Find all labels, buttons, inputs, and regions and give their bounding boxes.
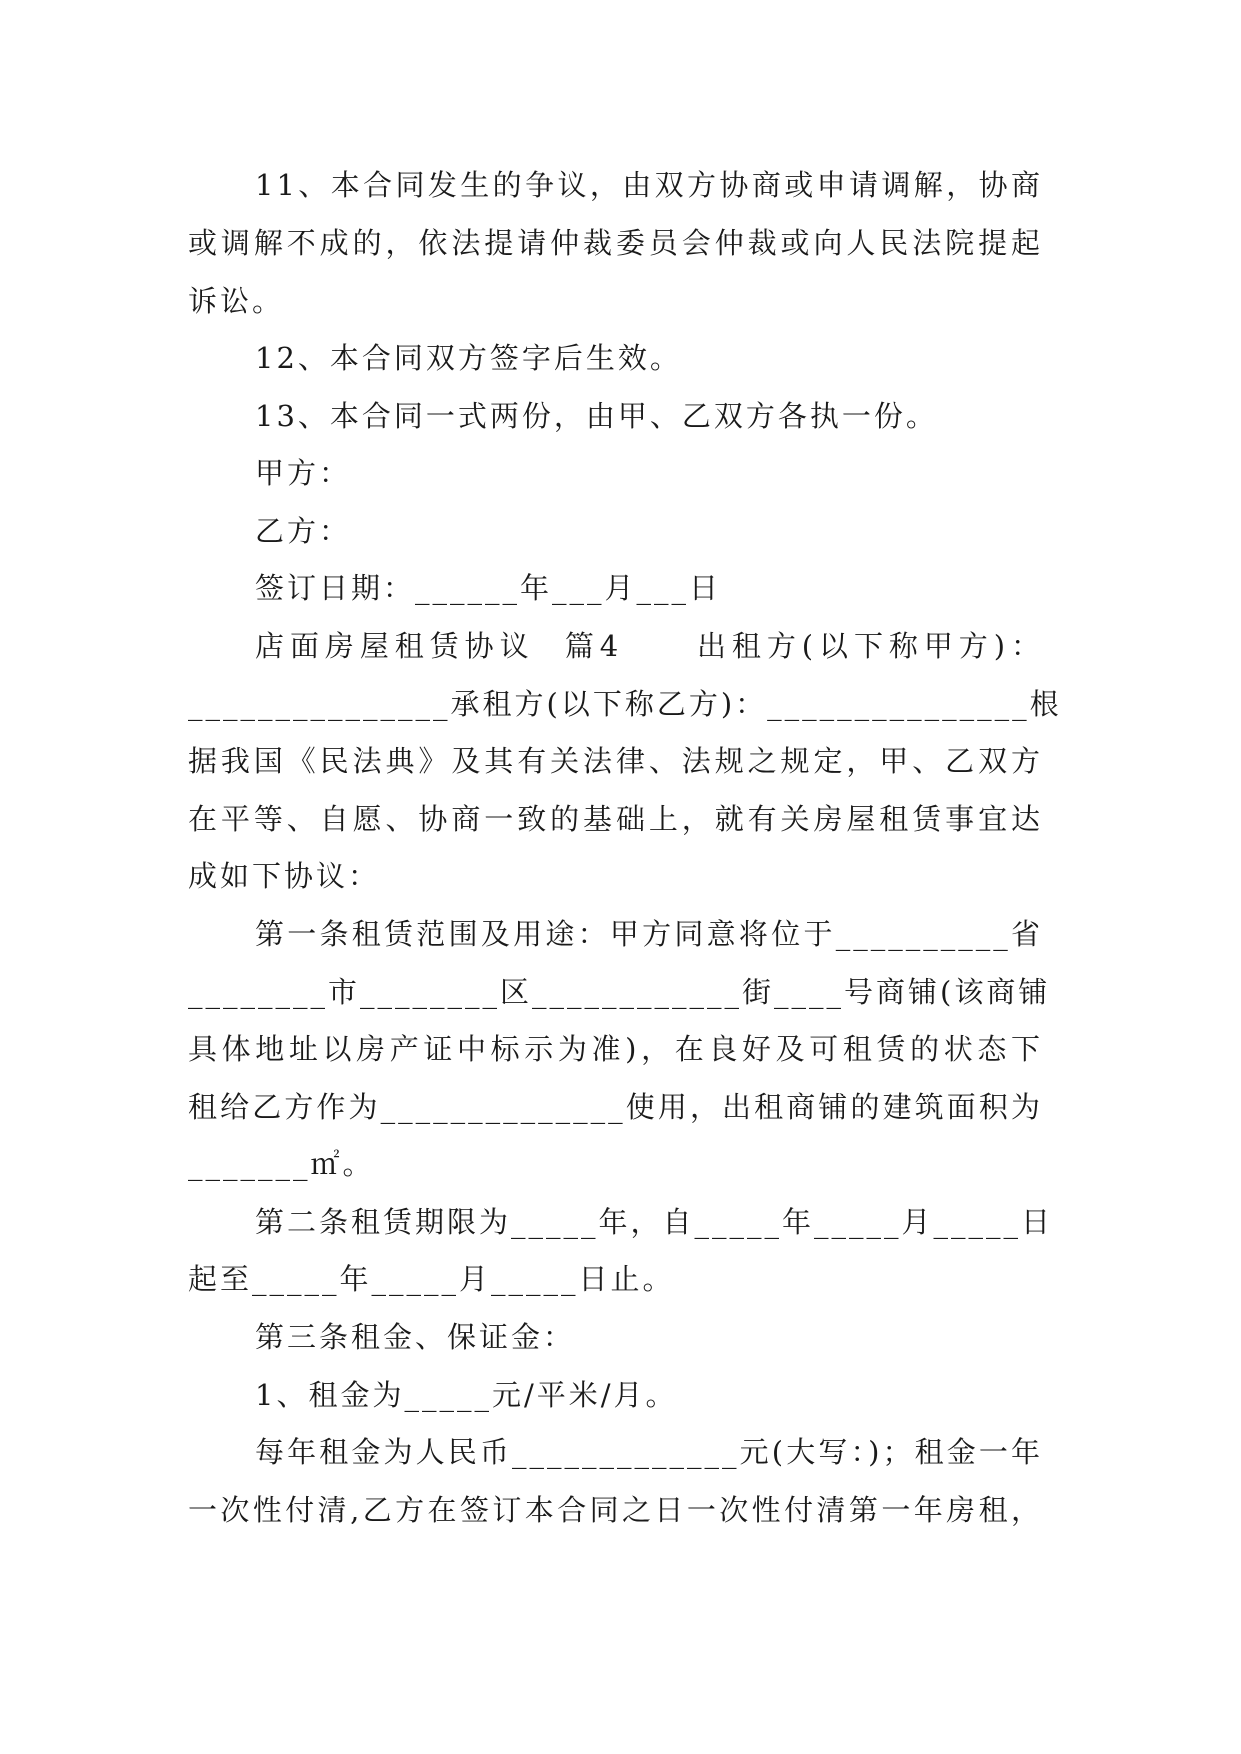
article-1-line-5: _______㎡。 xyxy=(188,1147,375,1181)
party-b-label: 乙方： xyxy=(255,514,352,548)
clause-11-line-2: 或调解不成的，依法提请仲裁委员会仲裁或向人民法院提起 xyxy=(188,226,1043,260)
agreement-title-line: 店面房屋租赁协议 篇4 出租方(以下称甲方)： xyxy=(255,629,1043,663)
article-1-line-4: 租给乙方作为______________使用，出租商铺的建筑面积为 xyxy=(188,1090,1043,1124)
article-3-heading: 第三条租金、保证金： xyxy=(255,1320,576,1354)
article-3-rent-line-1: 每年租金为人民币_____________元(大写：)；租金一年 xyxy=(255,1435,1043,1469)
party-a-label: 甲方： xyxy=(255,456,352,490)
article-1-line-3: 具体地址以房产证中标示为准)，在良好及可租赁的状态下 xyxy=(188,1032,1043,1066)
preamble-line-4: 成如下协议： xyxy=(188,859,381,893)
article-2-line-2: 起至_____年_____月_____日止。 xyxy=(188,1262,675,1296)
article-3-item-1: 1、租金为_____元/平米/月。 xyxy=(255,1378,678,1412)
article-1-line-2: ________市________区____________街____号商铺(该商铺 xyxy=(188,975,1051,1009)
article-1-line-1: 第一条租赁范围及用途：甲方同意将位于__________省 xyxy=(255,917,1043,951)
clause-12: 12、本合同双方签字后生效。 xyxy=(255,341,682,375)
clause-11-line-1: 11、本合同发生的争议，由双方协商或申请调解，协商 xyxy=(255,168,1043,202)
clause-13: 13、本合同一式两份，由甲、乙双方各执一份。 xyxy=(255,399,938,433)
preamble-line-3: 在平等、自愿、协商一致的基础上，就有关房屋租赁事宜达 xyxy=(188,802,1043,836)
signing-date: 签订日期：______年___月___日 xyxy=(255,571,722,605)
preamble-line-2: 据我国《民法典》及其有关法律、法规之规定，甲、乙双方 xyxy=(188,744,1043,778)
preamble-line-1: _______________承租方(以下称乙方)：_______________根 xyxy=(188,687,1062,721)
article-3-rent-line-2: 一次性付清,乙方在签订本合同之日一次性付清第一年房租， xyxy=(188,1493,1043,1527)
clause-11-line-3: 诉讼。 xyxy=(188,284,285,318)
article-2-line-1: 第二条租赁期限为_____年，自_____年_____月_____日 xyxy=(255,1205,1054,1239)
